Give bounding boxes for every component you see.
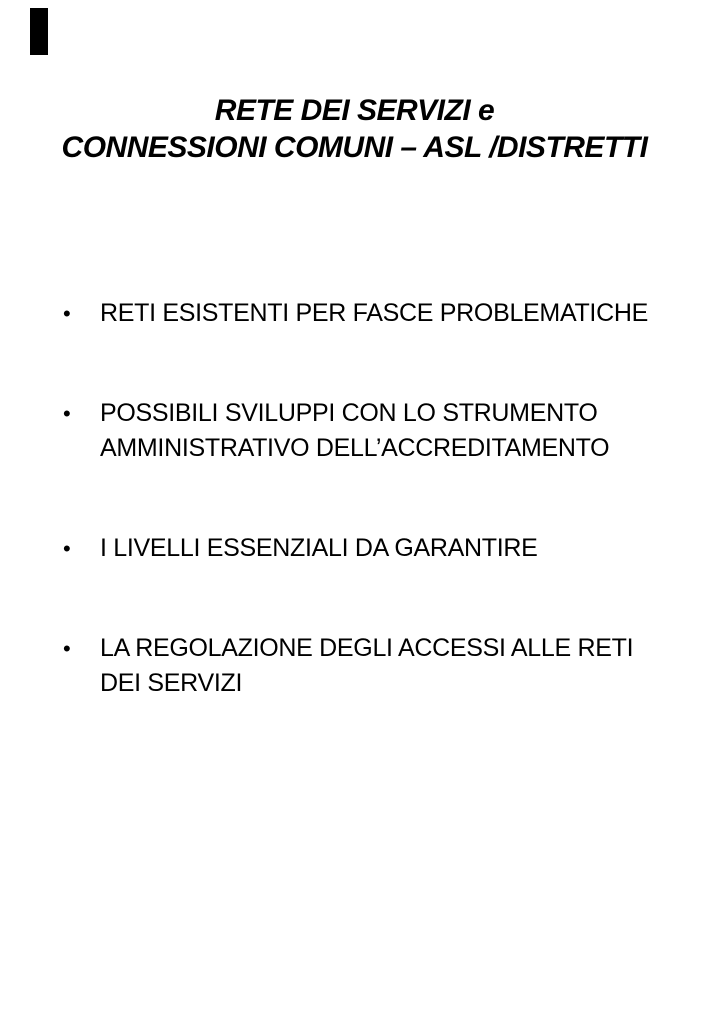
bullet-item-text: LA REGOLAZIONE DEGLI ACCESSI ALLE RETI DEI SERVIZI	[100, 634, 634, 697]
bullet-item	[63, 631, 680, 701]
bullet-item-text: RETI ESISTENTI PER FASCE PROBLEMATICHE	[100, 299, 648, 327]
bullet-item-text: POSSIBILI SVILUPPI CON LO STRUMENTO AMMINISTRATIVO DELL’ACCREDITAMENTO	[100, 399, 610, 462]
bullet-list	[63, 296, 680, 766]
bullet-icon: •	[63, 636, 71, 661]
corner-mark	[30, 8, 48, 55]
bullet-item	[63, 296, 680, 331]
slide-title	[0, 92, 709, 166]
bullet-icon: •	[63, 301, 71, 326]
slide-title-line-2: CONNESSIONI COMUNI – ASL /DISTRETTI	[61, 131, 648, 164]
bullet-item	[63, 531, 680, 566]
bullet-item	[63, 396, 680, 466]
bullet-item-text: I LIVELLI ESSENZIALI DA GARANTIRE	[100, 534, 538, 562]
slide-title-line-1: RETE DEI SERVIZI e	[214, 94, 495, 127]
bullet-icon: •	[63, 536, 71, 561]
bullet-icon: •	[63, 401, 71, 426]
